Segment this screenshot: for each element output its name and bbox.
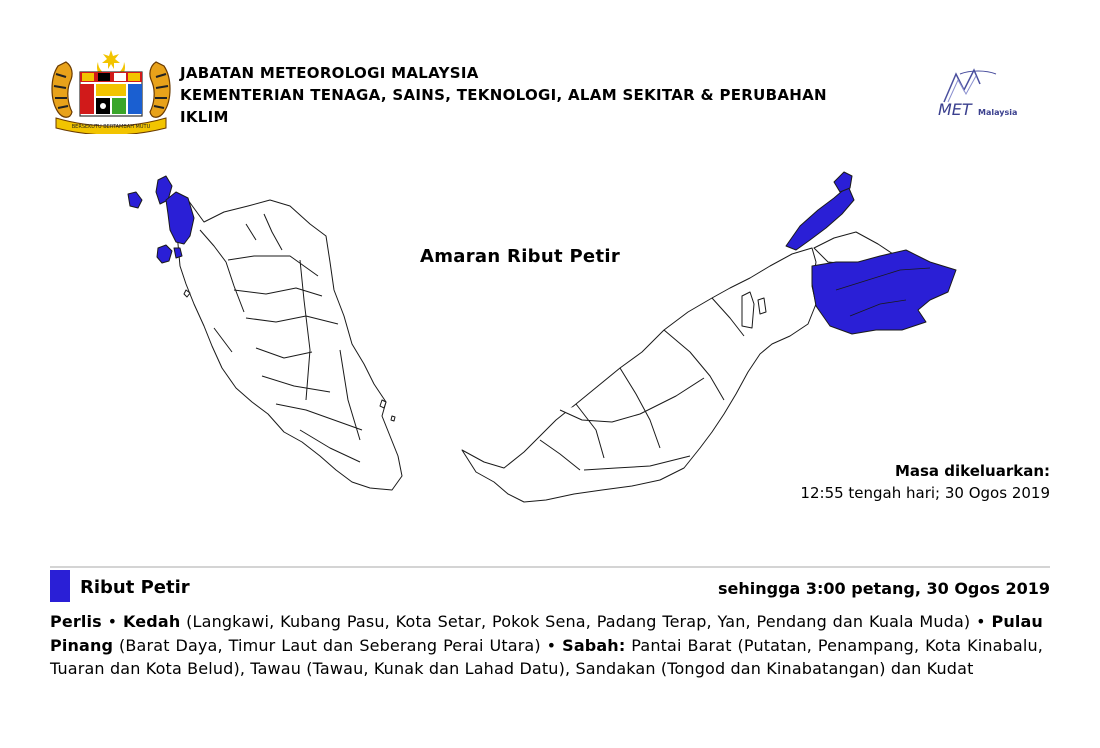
- region-kedah: [166, 192, 194, 244]
- issued-label: Masa dikeluarkan:: [894, 462, 1050, 480]
- divider: [50, 566, 1050, 568]
- agency-name: JABATAN METEOROLOGI MALAYSIA: [180, 64, 479, 82]
- penang-districts: (Barat Daya, Timur Laut dan Seberang Perai Utara): [113, 635, 547, 655]
- kedah-districts: (Langkawi, Kubang Pasu, Kota Setar, Pokok Sena, Padang Terap, Yan, Pendang dan Kuala Muda): [180, 612, 977, 631]
- state-kedah: Kedah: [123, 612, 181, 631]
- region-sabah-east: [812, 250, 956, 334]
- state-pulau-pinang: Pulau Pinang: [50, 612, 1043, 655]
- warning-color-swatch: [50, 570, 70, 602]
- bullet-separator: •: [546, 635, 557, 655]
- sabah-districts: Pantai Barat (Putatan, Penampang, Kota Kinabalu, Tuaran dan Kota Belud), Tawau (Tawau, Kunak dan Lahad Datu), Sandakan (Tongod dan Kinabatangan) dan Kudat: [50, 635, 1043, 678]
- met-malaysia-logo: [930, 66, 1050, 122]
- issued-time: 12:55 tengah hari; 30 Ogos 2019: [800, 484, 1050, 502]
- bullet-separator: •: [107, 612, 118, 631]
- warning-type: Ribut Petir: [80, 577, 190, 598]
- malaysia-coat-of-arms-logo: [48, 48, 174, 134]
- ministry-name-line1: KEMENTERIAN TENAGA, SAINS, TEKNOLOGI, ALAM SEKITAR & PERUBAHAN: [180, 86, 827, 104]
- region-pulau-pinang: [157, 245, 172, 263]
- met-logo-text: MET: [938, 100, 972, 119]
- state-sabah: Sabah:: [562, 635, 626, 655]
- affected-areas: [50, 610, 1043, 681]
- ministry-name-line2: IKLIM: [180, 108, 229, 126]
- region-langkawi: [128, 192, 142, 208]
- map-title: Amaran Ribut Petir: [420, 246, 620, 267]
- bullet-separator: •: [976, 612, 986, 631]
- crest-motto: BERSEKUTU BERTAMBAH MUTU: [71, 124, 151, 130]
- warning-valid-until: sehingga 3:00 petang, 30 Ogos 2019: [717, 579, 1050, 598]
- state-perlis: Perlis: [50, 612, 102, 631]
- met-logo-subtext: Malaysia: [978, 108, 1018, 117]
